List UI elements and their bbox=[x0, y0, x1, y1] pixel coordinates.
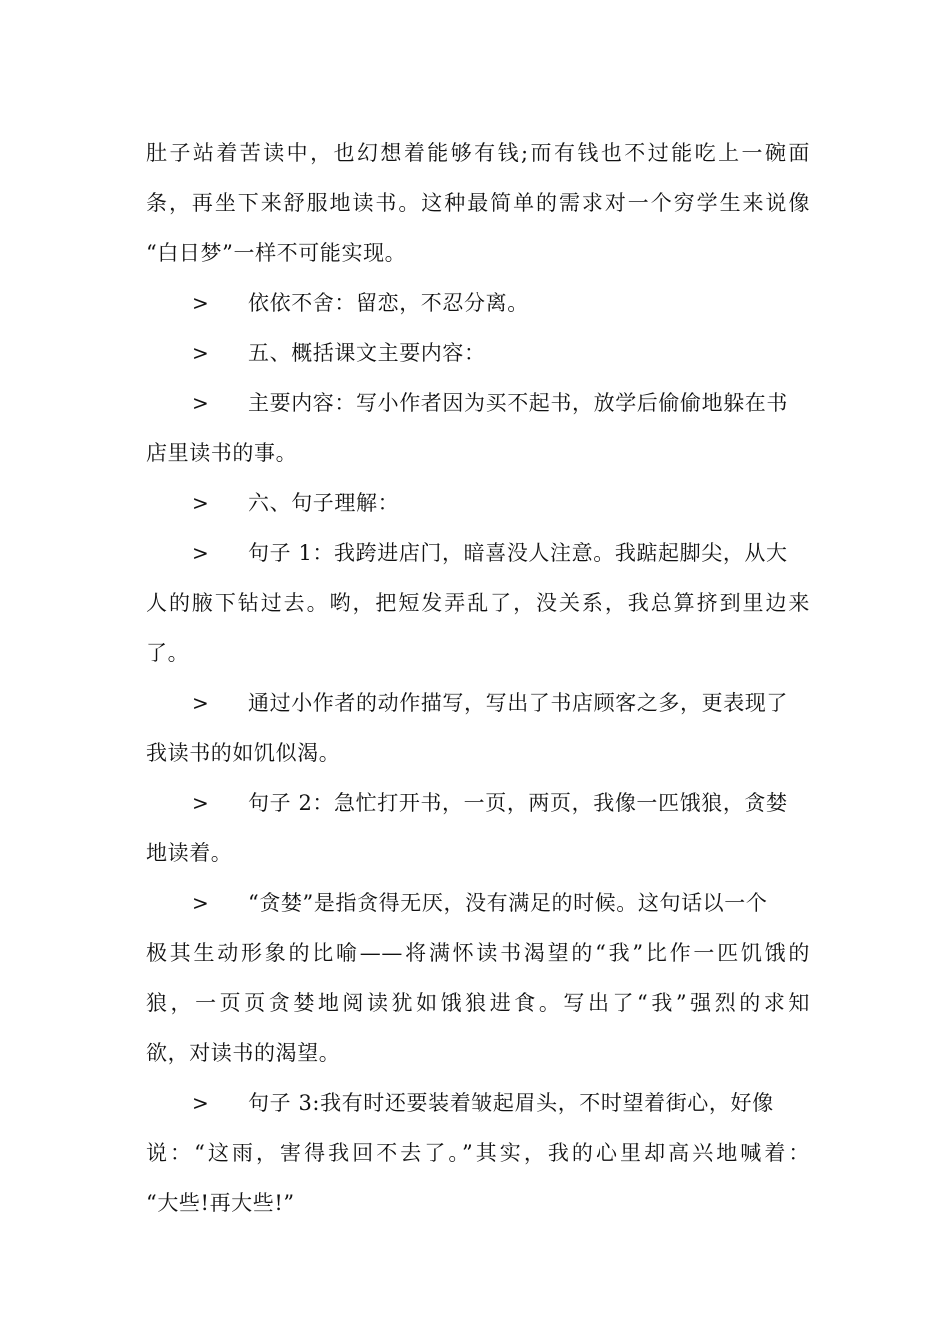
text-line: 条，再坐下来舒服地读书。这种最简单的需求对一个穷学生来说像 bbox=[146, 191, 810, 215]
text-span: 依依不舍：留恋，不忍分离。 bbox=[248, 291, 529, 315]
text-line: 人的腋下钻过去。哟，把短发弄乱了，没关系，我总算挤到里边来 bbox=[146, 591, 810, 615]
text-line: 极其生动形象的比喻——将满怀读书渴望的“我”比作一匹饥饿的 bbox=[146, 941, 810, 965]
text-line: 店里读书的事。 bbox=[146, 441, 298, 465]
bullet-arrow-icon: > bbox=[192, 491, 210, 515]
text-line: “白日梦”一样不可能实现。 bbox=[146, 241, 407, 265]
text-span: 通过小作者的动作描写，写出了书店顾客之多，更表现了 bbox=[248, 691, 788, 715]
text-line: 了。 bbox=[146, 641, 190, 665]
text-line: 狼，一页页贪婪地阅读犹如饿狼进食。写出了“我”强烈的求知 bbox=[146, 991, 810, 1015]
text-line: “大些!再大些!” bbox=[146, 1191, 295, 1215]
bullet-line bbox=[146, 678, 810, 728]
bullet-arrow-icon: > bbox=[192, 541, 210, 565]
text-line: 欲，对读书的渴望。 bbox=[146, 1041, 341, 1065]
bullet-line bbox=[146, 1078, 810, 1128]
text-span: 句子 2：急忙打开书，一页，两页，我像一匹饿狼，贪婪 bbox=[248, 791, 788, 815]
section-heading: 五、概括课文主要内容： bbox=[248, 341, 486, 365]
bullet-arrow-icon: > bbox=[192, 891, 210, 915]
text-span: “贪婪”是指贪得无厌，没有满足的时候。这句话以一个 bbox=[248, 891, 768, 915]
bullet-line bbox=[146, 478, 810, 528]
bullet-arrow-icon: > bbox=[192, 791, 210, 815]
bullet-arrow-icon: > bbox=[192, 691, 210, 715]
bullet-line bbox=[146, 528, 810, 578]
document-body bbox=[146, 128, 810, 1228]
text-line: 肚子站着苦读中，也幻想着能够有钱;而有钱也不过能吃上一碗面 bbox=[146, 141, 810, 165]
bullet-line bbox=[146, 778, 810, 828]
text-span: 句子 1：我跨进店门，暗喜没人注意。我踮起脚尖，从大 bbox=[248, 541, 788, 565]
bullet-line bbox=[146, 278, 810, 328]
text-span: 主要内容：写小作者因为买不起书，放学后偷偷地躲在书 bbox=[248, 391, 788, 415]
section-heading: 六、句子理解： bbox=[248, 491, 400, 515]
bullet-arrow-icon: > bbox=[192, 341, 210, 365]
text-line: 说：“这雨，害得我回不去了。”其实，我的心里却高兴地喊着： bbox=[146, 1141, 810, 1165]
bullet-arrow-icon: > bbox=[192, 1091, 210, 1115]
text-span: 句子 3:我有时还要装着皱起眉头，不时望着街心，好像 bbox=[248, 1091, 774, 1115]
text-line: 地读着。 bbox=[146, 841, 233, 865]
bullet-arrow-icon: > bbox=[192, 291, 210, 315]
bullet-line bbox=[146, 878, 810, 928]
text-line: 我读书的如饥似渴。 bbox=[146, 741, 341, 765]
bullet-arrow-icon: > bbox=[192, 391, 210, 415]
bullet-line bbox=[146, 378, 810, 428]
bullet-line bbox=[146, 328, 810, 378]
